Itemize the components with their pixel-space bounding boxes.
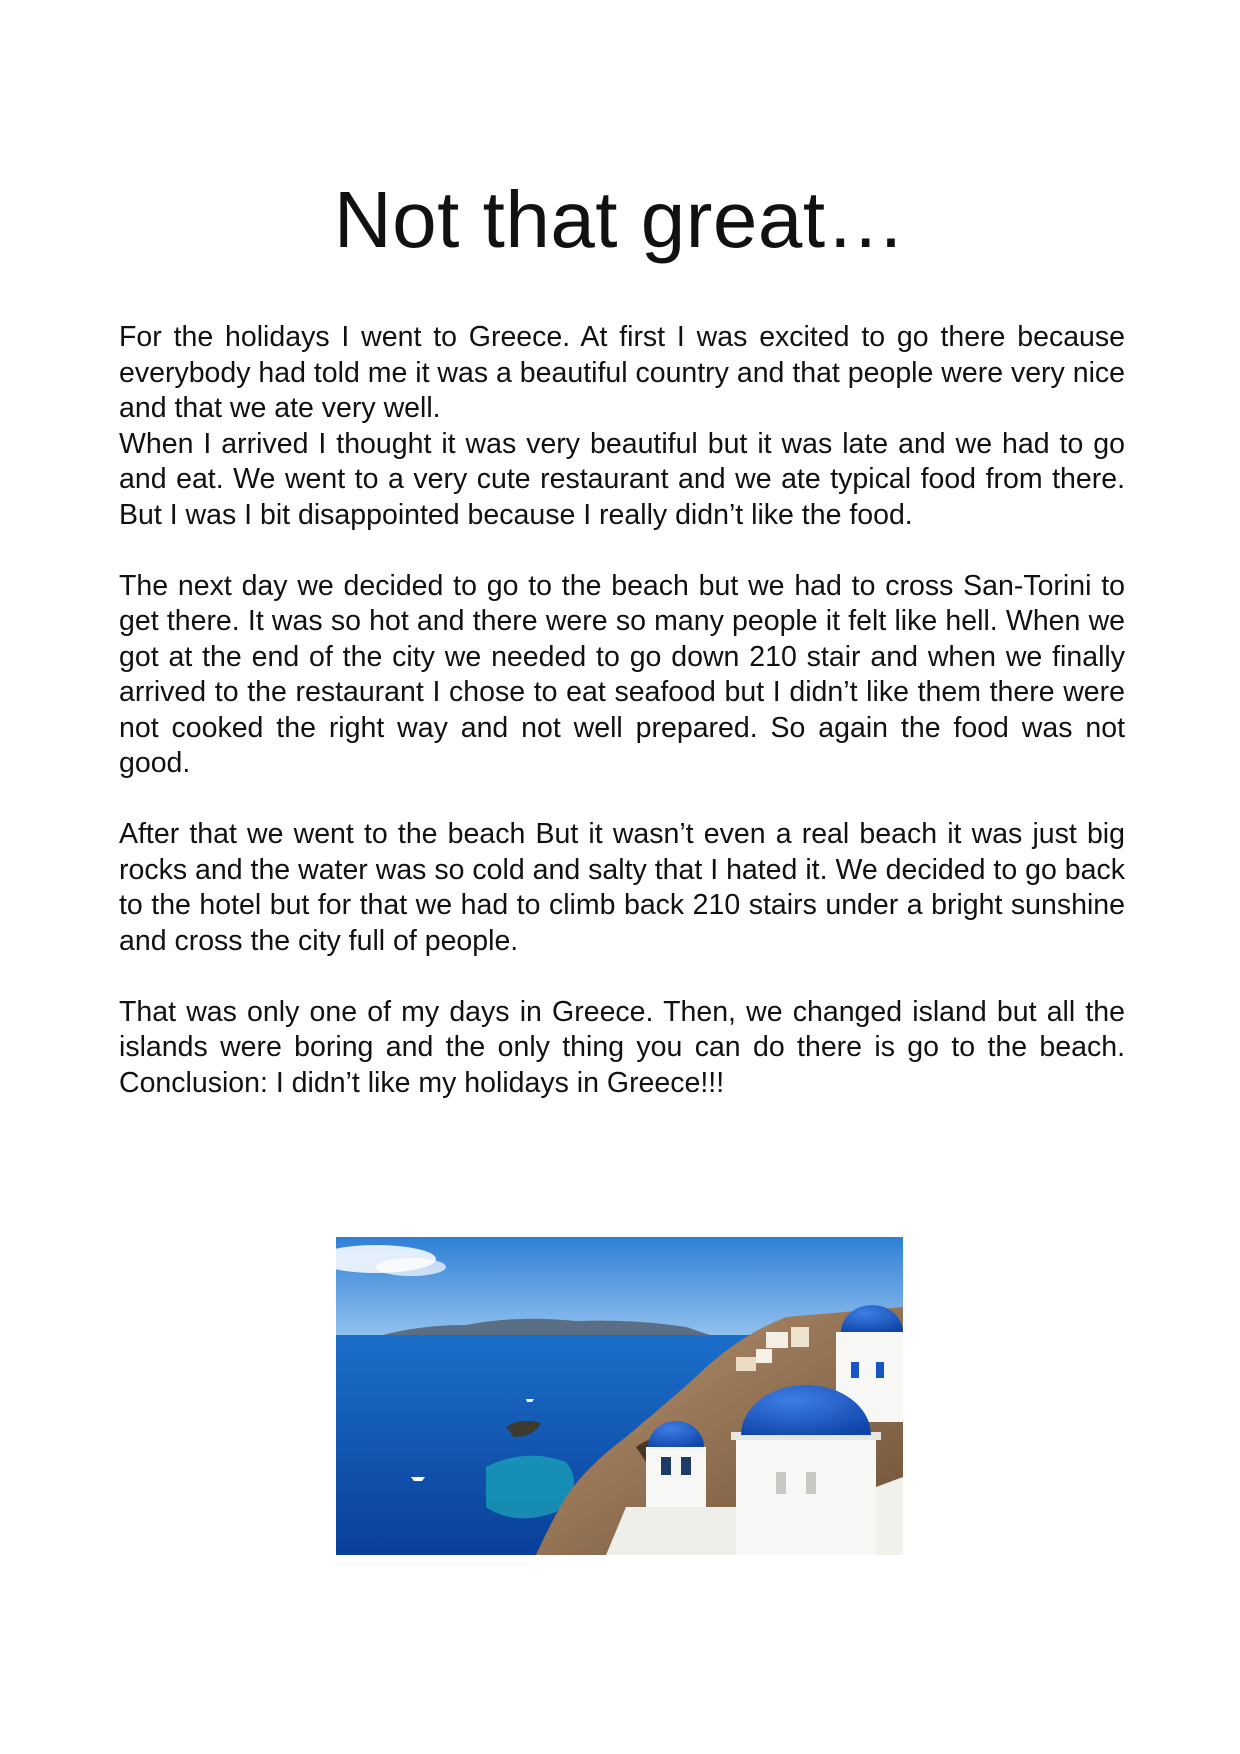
house <box>756 1349 772 1363</box>
paragraph-conclusion: That was only one of my days in Greece. Then, we changed island but all the islands were boring and the only thing you can do there is go to the beach. Conclusion: I didn’t like my holidays in Greece!!! <box>119 995 1125 1099</box>
cloud <box>376 1258 446 1276</box>
house <box>736 1357 756 1371</box>
santorini-illustration <box>336 1237 903 1555</box>
paragraph-arrival-intro: For the holidays I went to Greece. At first I was excited to go there because everybody had told me it was a beautiful country and that people were very nice and that we ate very well. <box>119 321 1126 424</box>
terrace <box>876 1477 903 1555</box>
paragraph-gap <box>119 782 1125 818</box>
paragraph-gap <box>119 533 1125 569</box>
window <box>806 1472 816 1494</box>
house <box>791 1327 809 1347</box>
bell-opening <box>681 1457 691 1475</box>
church-wall <box>736 1437 876 1555</box>
paragraph-first-dinner: When I arrived I thought it was very beautiful but it was late and we had to go and eat. We went to a very cute restaurant and we ate typical food from there. But I was I bit disappointed because I really didn’t like the food. <box>119 427 1125 531</box>
window <box>776 1472 786 1494</box>
window <box>851 1362 859 1378</box>
paragraph-gap <box>119 959 1125 995</box>
terrace <box>606 1507 736 1555</box>
paragraph-rocky-beach: After that we went to the beach But it wasn’t even a real beach it was just big rocks and the water was so cold and salty that I hated it. We decided to go back to the hotel but for that we had to climb back 210 stairs under a bright sunshine and cross the city full of people. <box>119 818 1125 957</box>
paragraph-beach-trip: The next day we decided to go to the beach but we had to cross San-Torini to get there. It was so hot and there were so many people it felt like hell. When we got at the end of the city we needed to go down 210 stair and when we finally arrived to the restaurant I chose to eat seafood but I didn’t like them there were not cooked the right way and not well prepared. So again the food was not good. <box>119 569 1125 779</box>
bell-opening <box>661 1457 671 1475</box>
santorini-photo <box>336 1237 903 1555</box>
page-title: Not that great… <box>333 175 907 264</box>
article-body <box>119 320 1125 1101</box>
house <box>766 1332 788 1348</box>
window <box>876 1362 884 1378</box>
